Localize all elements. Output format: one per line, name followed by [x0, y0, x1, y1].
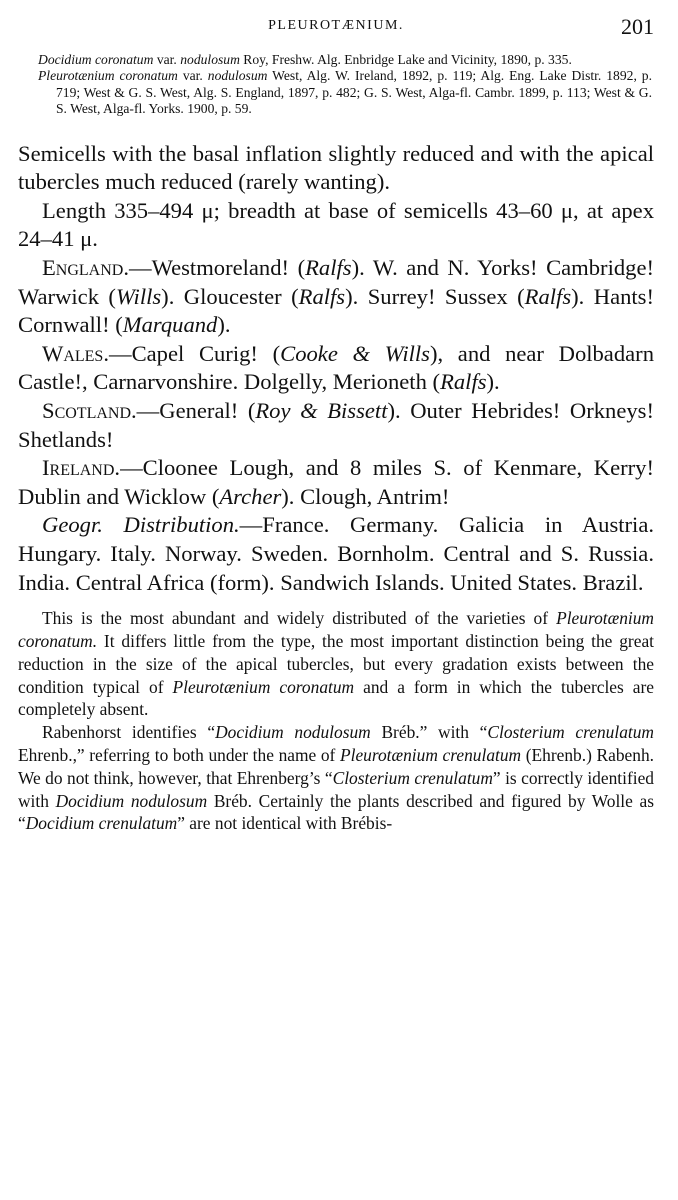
region-name: Scotland.	[42, 397, 137, 423]
commentary-text: and a form in which the tubercles are completely absent.	[18, 676, 654, 720]
commentary-text: Bréb. Certainly the plants described and figured by Wolle as “	[18, 790, 654, 834]
collector-name: Marquand	[122, 312, 218, 338]
distribution-text: —Capel Curig! (	[108, 340, 281, 366]
region-name: Wales.	[42, 340, 109, 366]
collector-name: Wills	[115, 283, 162, 309]
distribution-text: —Westmoreland! (	[129, 255, 306, 280]
distribution-text: —France. Germany. Galicia in Austria. Hungary. Italy. Norway. Sweden. Bornholm. Central and S. Russia. India. Central Africa (form). Sandwich Islands. United States. Brazil.	[18, 512, 654, 595]
geographic-distribution	[18, 511, 654, 597]
geographic-distribution-label: Geogr. Distribution.	[42, 512, 240, 538]
reference-citation: West, Alg. W. Ireland, 1892, p. 119; Alg. Eng. Lake Distr. 1892, p. 719; West & G. S. West, Alg. S. England, 1897, p. 482; G. S. West, Alga-fl. Cambr. 1899, p. 113; West & G. S. West, Alga-fl. Yorks. 1900, p. 59.	[56, 68, 652, 117]
collector-name: Ralfs	[305, 255, 352, 280]
collector-name: Roy & Bissett	[255, 397, 388, 423]
commentary-text: ” are not identical with Brébis-	[177, 813, 393, 834]
taxon-name: Pleurotænium crenulatum	[340, 744, 522, 765]
taxon-name: Pleurotænium coronatum	[172, 676, 355, 697]
reference-citation: Roy, Freshw. Alg. Enbridge Lake and Vicinity, 1890, p. 335.	[239, 52, 572, 67]
distribution-ireland	[18, 454, 654, 511]
reference-var-word: var.	[153, 52, 181, 67]
region-name: Ireland.	[42, 455, 121, 481]
reference-variety: nodulosum	[207, 68, 268, 84]
commentary-text: (Ehrenb.) Rabenh. We do not think, however, that Ehrenberg’s “	[18, 744, 655, 788]
diagnosis-paragraph: Semicells with the basal inflation slightly reduced and with the apical tubercles much reduced (rarely wanting).	[18, 140, 654, 195]
species-description	[18, 140, 654, 598]
commentary-paragraph	[18, 721, 654, 835]
distribution-text: ). Surrey! Sussex (	[345, 283, 525, 309]
running-title: PLEUROTÆNIUM.	[268, 18, 404, 33]
reference-var-word: var.	[177, 68, 208, 84]
commentary-text: Ehrenb.,” referring to both under the name of	[18, 744, 340, 765]
collector-name: Ralfs	[440, 369, 487, 395]
reference-entry	[38, 68, 652, 117]
taxon-name: Closterium crenulatum	[332, 767, 493, 788]
commentary-text: Bréb.” with “	[370, 722, 488, 743]
commentary-text: This is the most abundant and widely distributed of the varieties of	[42, 608, 557, 629]
collector-name: Ralfs	[298, 283, 346, 309]
reference-taxon: Pleurotænium coronatum	[38, 68, 178, 84]
commentary-text: ” is correctly identified with	[18, 767, 654, 811]
collector-name: Ralfs	[524, 283, 572, 309]
reference-taxon: Docidium coronatum	[38, 52, 154, 67]
distribution-text: ). Clough, Antrim!	[281, 483, 450, 509]
distribution-scotland	[18, 397, 654, 454]
distribution-england	[18, 254, 654, 340]
taxon-name: Docidium nodulosum	[215, 722, 371, 743]
distribution-text: ). W. and N. Yorks! Cambridge! Warwick (	[18, 255, 654, 309]
distribution-text: —Cloonee Lough, and 8 miles S. of Kenmare, Kerry! Dublin and Wicklow (	[18, 455, 654, 509]
distribution-wales	[18, 340, 654, 397]
taxon-name: Pleurotænium coronatum.	[18, 608, 654, 651]
synonymy-references	[38, 52, 652, 118]
distribution-text: ).	[217, 312, 231, 338]
distribution-text: ). Gloucester (	[161, 283, 299, 309]
taxon-name: Closterium crenulatum	[487, 722, 654, 743]
commentary-paragraph	[18, 607, 654, 721]
reference-variety: nodulosum	[180, 52, 240, 67]
commentary-text: Rabenhorst identifies “	[42, 722, 216, 743]
page-number: 201	[621, 14, 654, 39]
commentary-text: It differs little from the type, the most important distinction being the great reduction in the size of the apical tubercles, but every gradation exists between the condition typical of	[18, 630, 654, 697]
distribution-text: ). Outer Hebrides! Orkneys! Shetlands!	[18, 397, 654, 452]
distribution-text: —General! (	[136, 397, 256, 423]
reference-entry	[38, 52, 652, 68]
collector-name: Cooke & Wills	[280, 340, 430, 366]
commentary	[18, 607, 654, 835]
collector-name: Archer	[219, 483, 282, 509]
taxon-name: Docidium nodulosum	[55, 790, 208, 811]
distribution-text: ).	[486, 369, 500, 395]
taxon-name: Docidium crenulatum	[25, 813, 178, 834]
distribution-text: ). Hants! Cornwall! (	[18, 283, 654, 338]
distribution-text: ), and near Dolbadarn Castle!, Carnarvonshire. Dolgelly, Merioneth (	[18, 340, 654, 395]
page-header	[18, 10, 654, 46]
region-name: England.	[42, 255, 129, 280]
measurements-paragraph: Length 335–494 μ; breadth at base of semicells 43–60 μ, at apex 24–41 μ.	[18, 197, 654, 252]
